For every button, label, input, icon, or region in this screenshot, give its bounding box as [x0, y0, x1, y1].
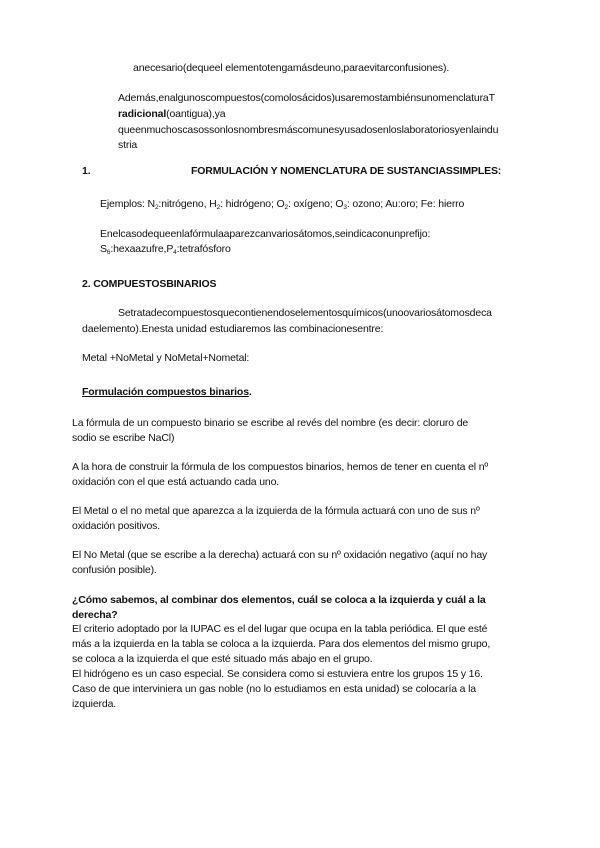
formula-p4-line-1: El No Metal (que se escribe a la derecha) actuará con su nº oxidación negativo (aquí no hay: [72, 549, 488, 561]
examples-text: : ozono; Au:oro; Fe: hierro: [346, 198, 465, 210]
prefix-text: :tetrafósforo: [176, 243, 231, 255]
traditional-bold: radicional: [118, 108, 167, 120]
formula-p4-line-2: confusión posible).: [72, 564, 157, 576]
answer-line-3: se coloca a la izquierda el que esté situado más abajo en el grupo.: [72, 653, 373, 665]
formula-p2-line-2: oxidación con el que está actuando cada uno.: [72, 476, 280, 488]
intro-line-1: anecesario(dequeel elementotengamásdeuno,paraevitarconfusiones).: [133, 62, 450, 74]
examples-text: :nitrógeno, H: [158, 198, 217, 210]
answer-line-2: más a la izquierda en la tabla se coloca a la izquierda. Para dos elementos del mismo grupo,: [72, 638, 491, 650]
formula-p3-line-1: El Metal o el no metal que aparezca a la izquierda de la fórmula actuará con uno de sus nº: [72, 505, 480, 517]
subscript: 2: [284, 204, 288, 211]
section-1-title: FORMULACIÓN Y NOMENCLATURA DE SUSTANCIASSIMPLES:: [191, 165, 502, 177]
subscript: 3: [343, 204, 347, 211]
formula-p3-line-2: oxidación positivos.: [72, 520, 161, 532]
prefix-line-2: [100, 241, 231, 257]
question-line-1: ¿Cómo sabemos, al combinar dos elementos, cuál se coloca a la izquierda y cuál a la: [72, 594, 486, 606]
prefix-line-1: Enelcasodequeenlafórmulaaparezcanvariosátomos,seindicaconunprefijo:: [100, 228, 431, 240]
prefix-text: :hexaazufre,P: [110, 243, 174, 255]
formula-p2-line-1: A la hora de construir la fórmula de los compuestos binarios, hemos de tener en cuenta el nº: [72, 461, 489, 473]
subscript: 2: [216, 204, 221, 211]
intro-line-5: stria: [118, 139, 138, 151]
formulation-heading: [82, 384, 252, 400]
formula-p1-line-2: sodio se escribe NaCl): [72, 432, 175, 444]
intro-line-2: Además,enalgunoscompuestos(comolosácidos)usaremostambiénsunomenclaturaT: [118, 92, 495, 104]
combinations-line: Metal +NoMetal y NoMetal+Nometal:: [82, 352, 250, 364]
intro-line-3-rest: (oantigua),ya: [166, 108, 226, 120]
answer-line-5: Caso de que interviniera un gas noble (no lo estudiamos en esta unidad) se colocaría a la: [72, 683, 476, 695]
formula-p1-line-1: La fórmula de un compuesto binario se escribe al revés del nombre (es decir: cloruro de: [72, 417, 469, 429]
examples-line: [100, 196, 464, 212]
answer-line-1: El criterio adoptado por la IUPAC es el del lugar que ocupa en la tabla periódica. El que esté: [72, 623, 488, 635]
formulation-heading-dot: .: [248, 386, 252, 398]
answer-line-4: El hidrógeno es un caso especial. Se considera como si estuviera entre los grupos 15 y 16.: [72, 668, 483, 680]
formulation-heading-text: Formulación compuestos binarios: [82, 386, 249, 398]
subscript: 2: [154, 204, 159, 211]
section-2-title: 2. COMPUESTOSBINARIOS: [82, 278, 217, 290]
prefix-text: S: [100, 243, 107, 255]
intro-line-4: queenmuchoscasossonlosnombresmáscomunesyusadosenloslaboratoriosyenlaindu: [118, 124, 499, 136]
section-2-para-line-2: daelemento).Enesta unidad estudiaremos las combinacionesentre:: [82, 323, 384, 335]
subscript: 6: [106, 249, 111, 256]
subscript: 4: [173, 249, 177, 256]
section-1-number: 1.: [82, 165, 91, 177]
section-2-para-line-1: Setratadecompuestosquecontienendoselementosquímicos(unoovariosátomosdeca: [118, 307, 492, 319]
answer-line-6: izquierda.: [72, 698, 117, 710]
intro-line-3: [118, 106, 225, 122]
question-line-2: derecha?: [72, 609, 118, 621]
examples-text: : hidrógeno; O: [220, 198, 285, 210]
examples-text: : oxígeno; O: [287, 198, 344, 210]
examples-label: Ejemplos: N: [100, 198, 155, 210]
